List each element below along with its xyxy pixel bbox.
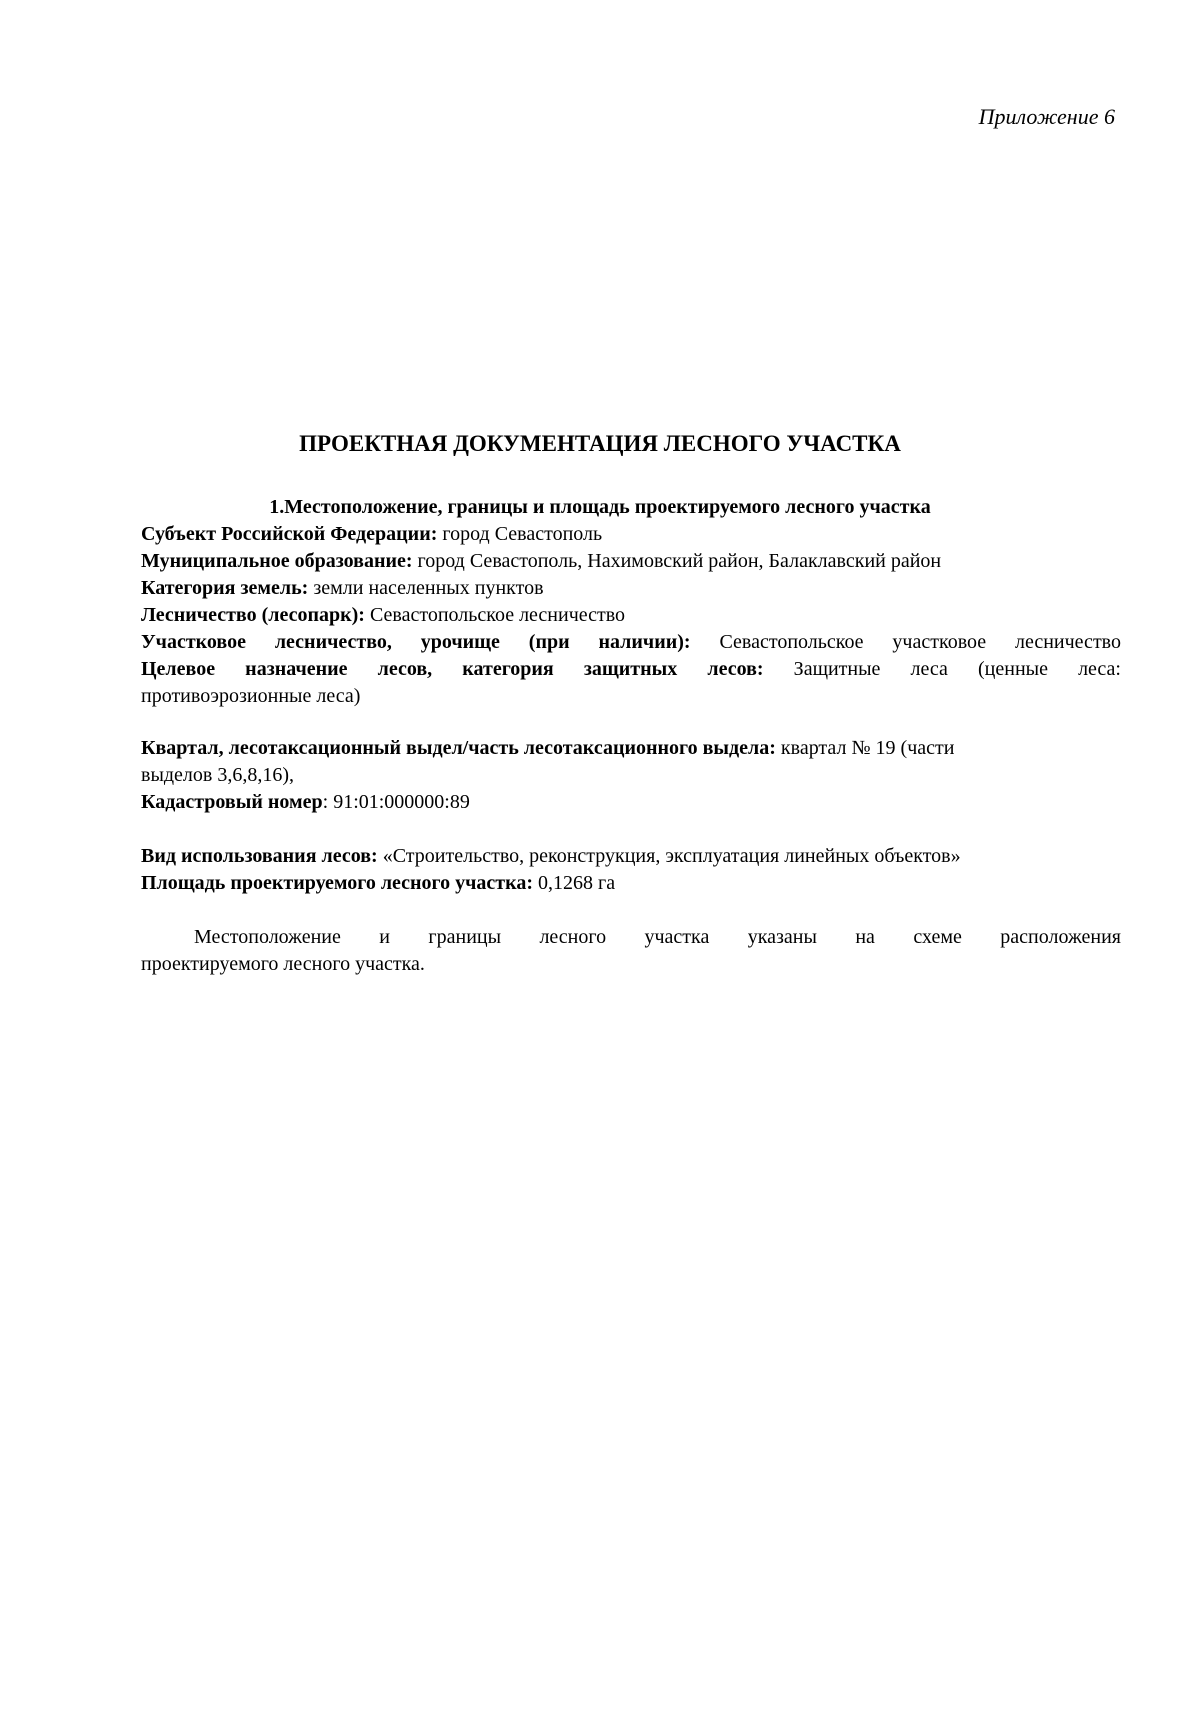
area-label: Площадь проектируемого лесного участка: (141, 872, 534, 894)
quarter-label: Квартал, лесотаксационный выдел/часть лесотаксационного выдела: (141, 737, 776, 759)
district-forestry-label: Участковое лесничество, урочище (при наличии): (141, 631, 691, 653)
forestry-label: Лесничество (лесопарк): (141, 604, 365, 626)
area-value: 0,1268 га (533, 872, 616, 894)
quarter-value: квартал № 19 (части (775, 737, 955, 759)
appendix-label: Приложение 6 (978, 104, 1115, 129)
municipality-label: Муниципальное образование: (141, 550, 413, 572)
purpose-value: Защитные леса (ценные леса: (763, 658, 1121, 680)
use-value: «Строительство, реконструкция, эксплуатация линейных объектов» (377, 845, 961, 867)
subject-value: город Севастополь (437, 523, 603, 545)
purpose-row-continued: противоэрозионные леса) (141, 685, 361, 707)
subject-row (141, 521, 1121, 548)
area-row (141, 870, 1121, 897)
land-category-label: Категория земель: (141, 577, 309, 599)
subject-label: Субъект Российской Федерации: (141, 523, 438, 545)
cadastral-row (141, 789, 1121, 816)
quarter-row-continued: выделов 3,6,8,16), (141, 764, 295, 786)
purpose-label: Целевое назначение лесов, категория защитных лесов: (141, 658, 764, 680)
land-category-value: земли населенных пунктов (308, 577, 544, 599)
section-1-heading: 1.Местоположение, границы и площадь проектируемого лесного участка (269, 496, 931, 518)
closing-line-2: проектируемого лесного участка. (141, 953, 425, 975)
district-forestry-value: Севастопольское участковое лесничество (690, 631, 1121, 653)
location-details (141, 521, 1121, 710)
quarter-row (141, 735, 1121, 762)
land-category-row (141, 575, 1121, 602)
forestry-value: Севастопольское лесничество (364, 604, 626, 626)
purpose-row (141, 656, 1121, 683)
use-label: Вид использования лесов: (141, 845, 378, 867)
closing-paragraph (141, 924, 1121, 978)
quarter-details (141, 735, 1121, 816)
closing-line-1: Местоположение и границы лесного участка указаны на схеме расположения (194, 926, 1121, 948)
cadastral-label: Кадастровый номер (141, 791, 323, 813)
use-details (141, 843, 1121, 897)
use-row (141, 843, 1121, 870)
forestry-row (141, 602, 1121, 629)
district-forestry-row (141, 629, 1121, 656)
municipality-value: город Севастополь, Нахимовский район, Балаклавский район (412, 550, 942, 572)
cadastral-value: : 91:01:000000:89 (322, 791, 470, 813)
municipality-row (141, 548, 1121, 575)
document-title: ПРОЕКТНАЯ ДОКУМЕНТАЦИЯ ЛЕСНОГО УЧАСТКА (299, 431, 901, 456)
